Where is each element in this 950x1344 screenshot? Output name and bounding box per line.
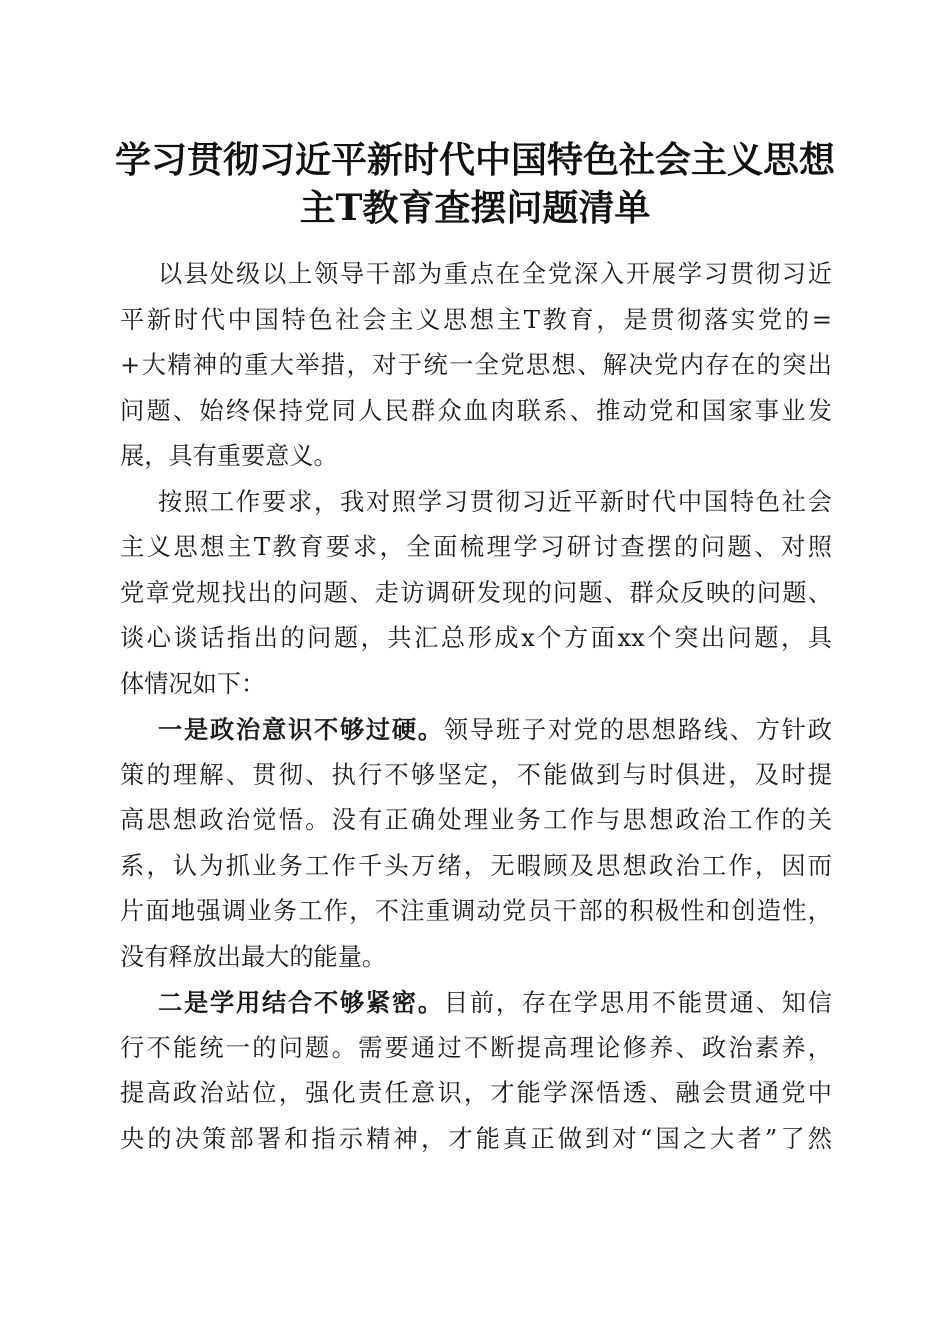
paragraph-2-line: 主义思想主T教育要求，全面梳理学习研讨查摆的问题、对照: [120, 533, 832, 561]
paragraph-3-line: 系，认为抓业务工作千头万绪，无暇顾及思想政治工作，因而: [120, 851, 832, 880]
paragraph-1-line: +大精神的重大举措，对于统一全党思想、解决党内存在的突出: [120, 351, 832, 379]
paragraph-3-line: 片面地强调业务工作，不注重调动党员干部的积极性和创造性，: [120, 897, 832, 925]
document-body: [120, 252, 832, 1162]
paragraph-4-line: 提高政治站位，强化责任意识，才能学深悟透、融会贯通党中: [120, 1079, 832, 1107]
paragraph-2-line: 党章党规找出的问题、走访调研发现的问题、群众反映的问题、: [120, 578, 832, 607]
paragraph-3-line: 高思想政治觉悟。没有正确处理业务工作与思想政治工作的关: [120, 806, 832, 834]
document-title-line-1: 学习贯彻习近平新时代中国特色社会主义思想: [114, 139, 835, 181]
paragraph-3-line: 策的理解、贯彻、执行不够坚定，不能做到与时俱进，及时提: [120, 760, 832, 789]
paragraph-2-line: 体情况如下：: [120, 669, 266, 698]
paragraph-2-line: 按照工作要求，我对照学习贯彻习近平新时代中国特色社会: [158, 487, 832, 516]
paragraph-4-line: 央的决策部署和指示精神，才能真正做到对“国之大者”了然: [120, 1124, 832, 1153]
paragraph-4-line: 行不能统一的问题。需要通过不断提高理论修养、政治素养，: [120, 1033, 832, 1062]
paragraph-2-line: 谈心谈话指出的问题，共汇总形成x个方面xx个突出问题，具: [120, 624, 832, 652]
paragraph-3-first-line: [120, 707, 832, 753]
paragraph-3-line: 领导班子对党的思想路线、方针政: [443, 716, 832, 744]
paragraph-4-line: 目前，存在学思用不能贯通、知信: [443, 989, 832, 1017]
paragraph-1-line: 平新时代中国特色社会主义思想主T教育，是贯彻落实党的=: [120, 305, 832, 334]
paragraph-3-lead: 一是政治意识不够过硬。: [158, 715, 444, 744]
paragraph-4-first-line: [120, 980, 832, 1026]
paragraph-1-line: 问题、始终保持党同人民群众血肉联系、推动党和国家事业发: [120, 396, 832, 425]
paragraph-4-lead: 二是学用结合不够紧密。: [158, 988, 444, 1017]
paragraph-1-line: 以县处级以上领导干部为重点在全党深入开展学习贯彻习近: [158, 260, 832, 288]
paragraph-1-line: 展，具有重要意义。: [120, 442, 338, 470]
paragraph-3-line: 没有释放出最大的能量。: [120, 942, 387, 971]
document-title-line-2: 主T教育查摆问题清单: [299, 187, 651, 229]
